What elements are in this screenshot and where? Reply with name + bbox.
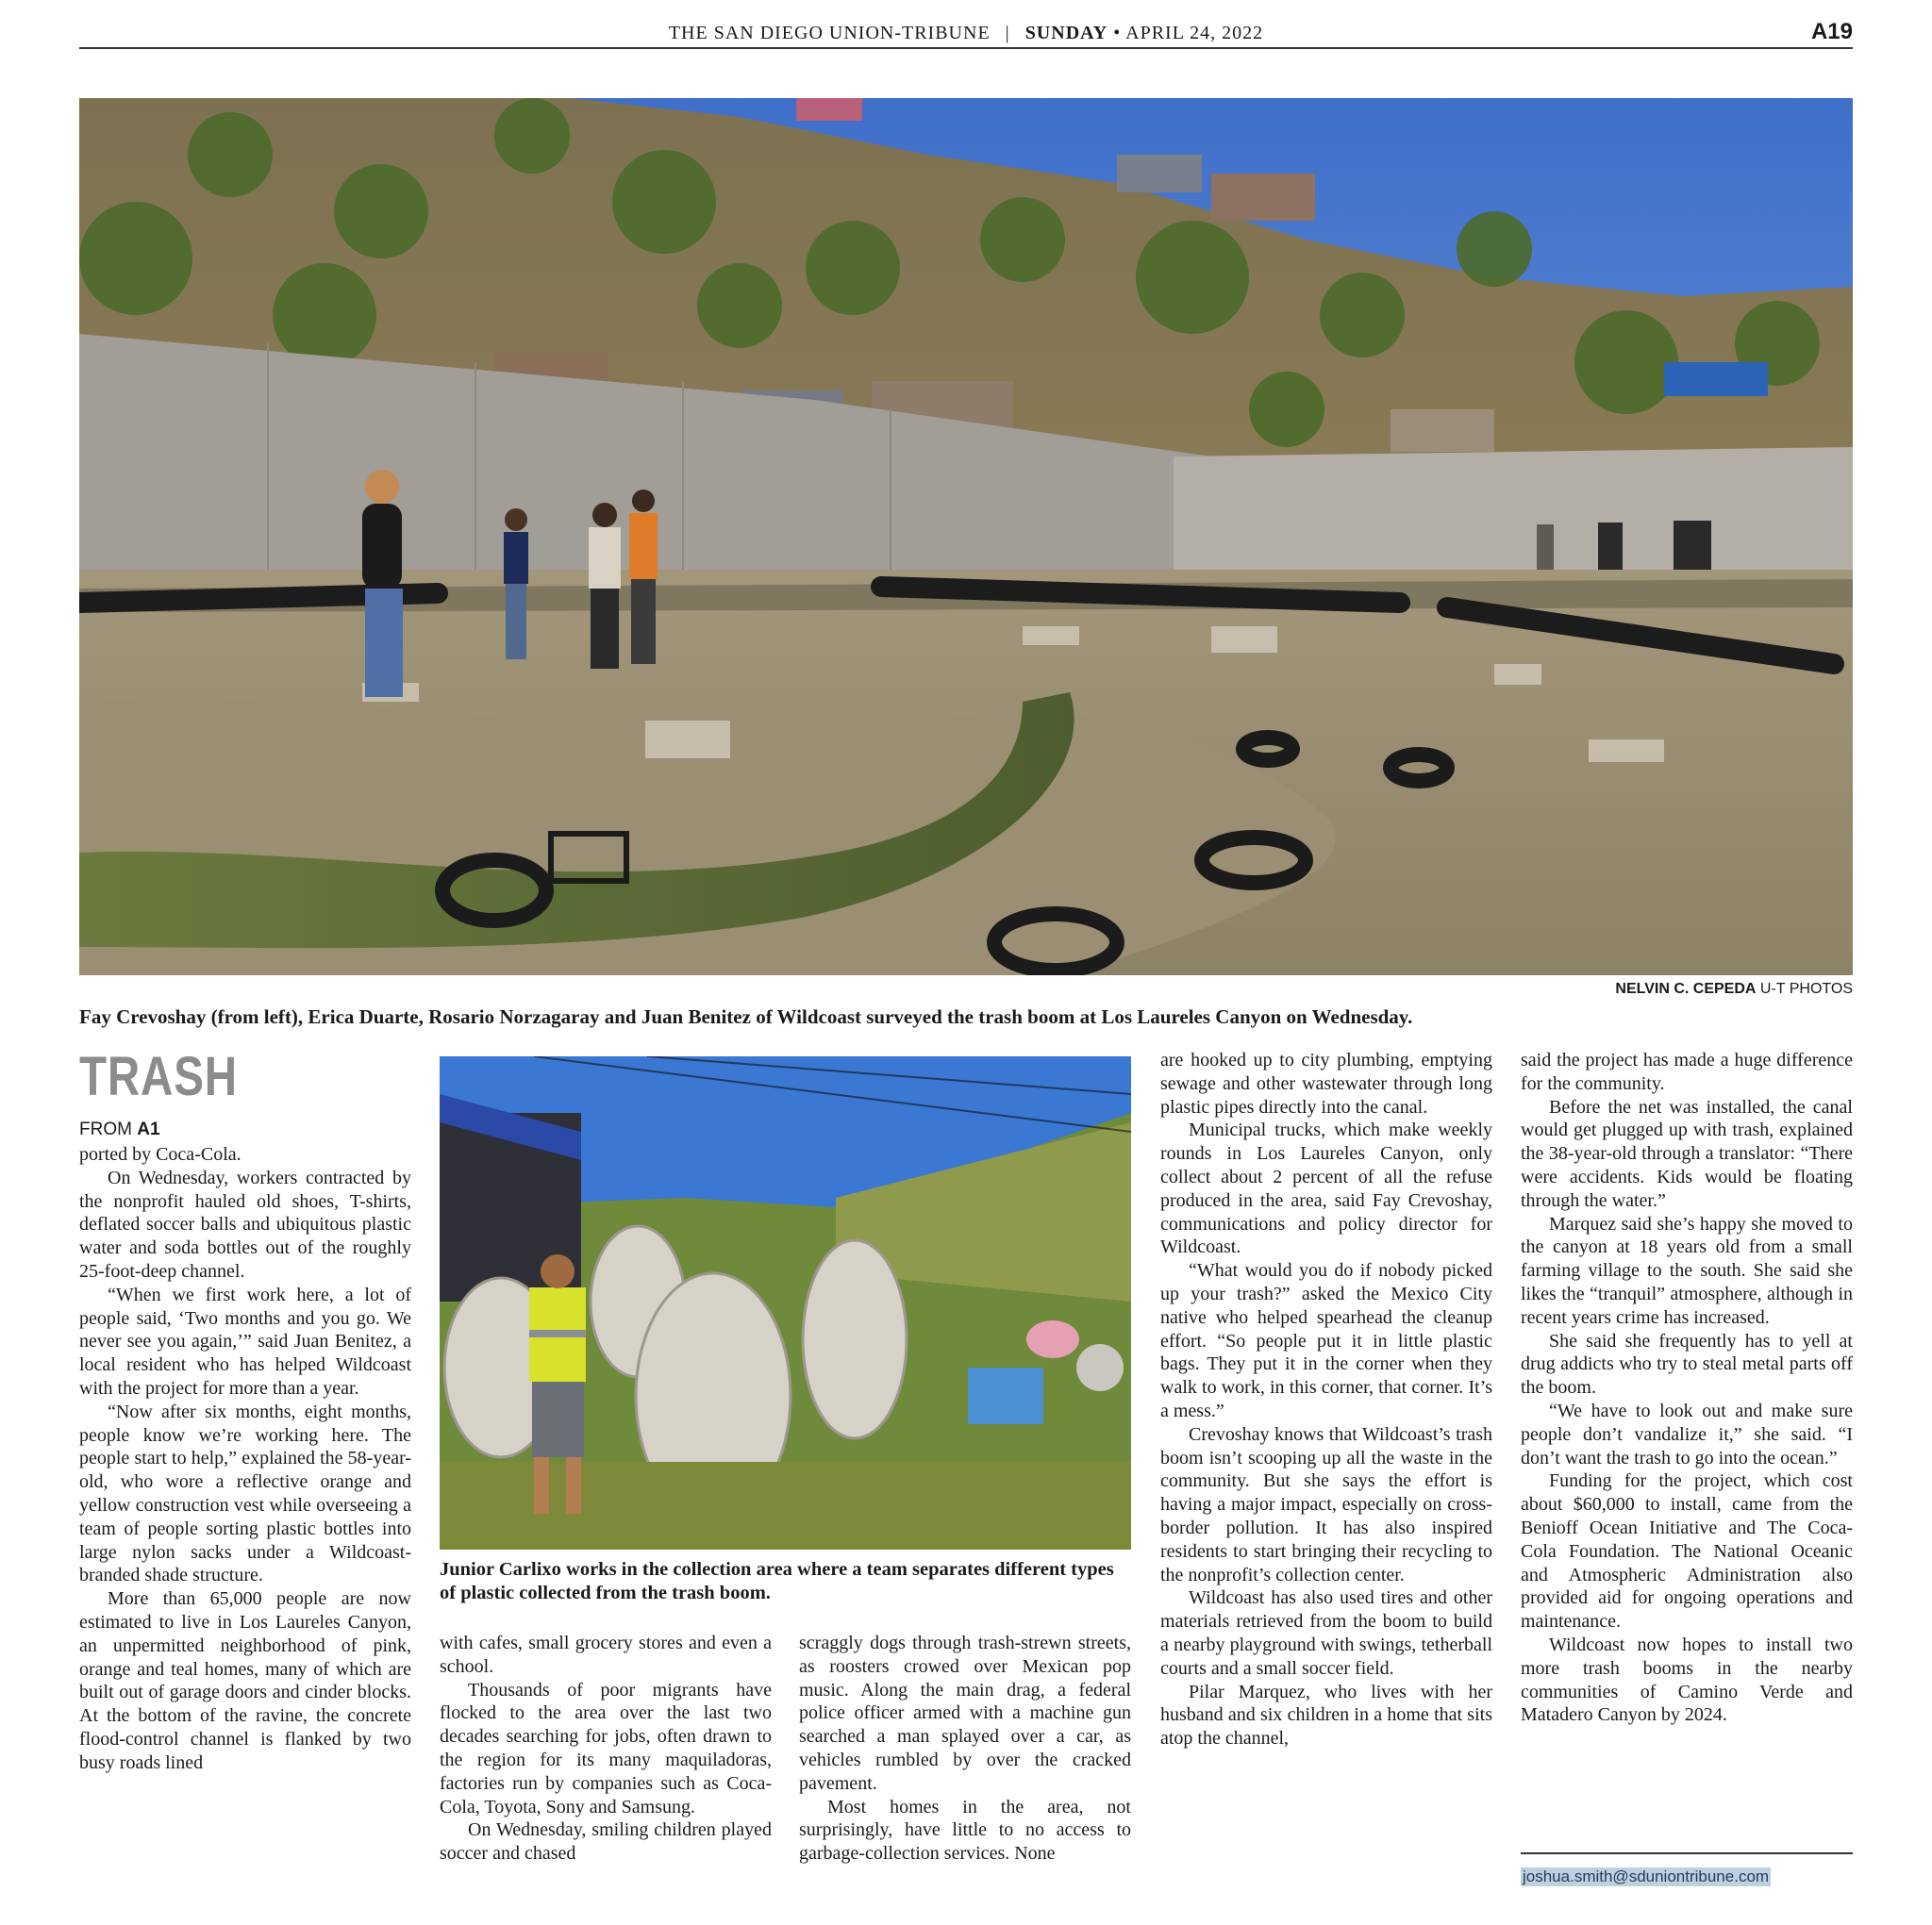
photo-agency: U-T PHOTOS — [1759, 981, 1853, 997]
hero-caption: Fay Crevoshay (from left), Erica Duarte, Rosario Norzagaray and Juan Benitez of Wildcoast surveyed the trash boom at Los Laureles Canyon on Wednesday. — [79, 1005, 1413, 1028]
paper-name: THE SAN DIEGO UNION-TRIBUNE — [668, 23, 991, 43]
signoff-rule — [1521, 1852, 1853, 1854]
hero-photo — [79, 98, 1853, 975]
masthead-date: APRIL 24, 2022 — [1125, 23, 1264, 43]
paragraph: with cafes, small grocery stores and even a school. — [440, 1633, 772, 1677]
article-column-3 — [799, 1632, 1131, 1866]
paragraph: Wildcoast has also used tires and other materials retrieved from the boom to build a nearby playground with swings, tetherball courts and a small soccer field. — [1160, 1587, 1492, 1679]
paragraph: Marquez said she’s happy she moved to the canyon at 18 years old from a small farming village to the south. She said she likes the “tranquil” atmosphere, although in recent years crime has increased. — [1521, 1213, 1853, 1328]
page-number: A19 — [1810, 19, 1853, 44]
from-page: A1 — [137, 1120, 160, 1139]
author-email-link[interactable]: joshua.smith@sduniontribune.com — [1523, 1867, 1770, 1885]
inset-caption: Junior Carlixo works in the collection area where a team separates different types of plastic collected from the trash boom. — [440, 1559, 1114, 1603]
paragraph: Municipal trucks, which make weekly rounds in Los Laureles Canyon, only collect about 2 percent of all the refuse produced in the area, said Fay Crevoshay, communications and policy director for Wildcoast. — [1160, 1120, 1492, 1258]
masthead-bullet: • — [1113, 23, 1122, 43]
paragraph: Pilar Marquez, who lives with her husband and six children in a home that sits atop the channel, — [1160, 1681, 1492, 1750]
masthead-day: SUNDAY — [1024, 23, 1108, 43]
jump-from-line — [79, 1120, 160, 1140]
article-column-4 — [1160, 1049, 1492, 1751]
masthead — [79, 19, 1853, 49]
masthead-line — [79, 23, 1853, 44]
paragraph: Most homes in the area, not surprisingly, have little to no access to garbage-collection services. None — [799, 1796, 1131, 1865]
paragraph: “We have to look out and make sure people don’t vandalize it,” she said. “I don’t want the trash to go into the ocean.” — [1521, 1400, 1853, 1469]
paragraph: On Wednesday, smiling children played soccer and chased — [440, 1819, 772, 1865]
inset-photo — [440, 1056, 1131, 1550]
paragraph: “When we first work here, a lot of people said, ‘Two months and you go. We never see you again,’” said Juan Benitez, a local resident who has helped Wildcoast with the project for more than a year. — [79, 1284, 411, 1399]
paragraph: Before the net was installed, the canal would get plugged up with trash, explained the 38-year-old through a translator: “There were accidents. Kids would be floating through the water.” — [1521, 1096, 1853, 1211]
paragraph: She said she frequently has to yell at drug addicts who try to steal metal parts off the boom. — [1521, 1330, 1853, 1399]
article-column-2 — [440, 1632, 772, 1866]
paragraph: are hooked up to city plumbing, emptying sewage and other wastewater through long plastic pipes directly into the canal. — [1160, 1050, 1492, 1118]
article-column-5 — [1521, 1049, 1853, 1727]
paragraph: “What would you do if nobody picked up your trash?” asked the Mexico City native who helped spearhead the cleanup effort. “So people put it in little plastic bags. They put it in the corner when they walk to work, in this corner, that corner. It’s a mess.” — [1160, 1260, 1492, 1421]
photo-credit — [1615, 981, 1853, 998]
paragraph: Wildcoast now hopes to install two more trash booms in the nearby communities of Camino Verde and Matadero Canyon by 2024. — [1521, 1634, 1853, 1726]
paragraph: scraggly dogs through trash-strewn streets, as roosters crowed over Mexican pop music. Along the main drag, a federal police officer armed with a machine gun searched a man splayed over a car, as vehicles rumbled by over the cracked pavement. — [799, 1633, 1131, 1794]
paragraph: Funding for the project, which cost about $60,000 to install, came from the Benioff Ocean Initiative and The Coca-Cola Foundation. The National Oceanic and Atmospheric Administration also provided aid for ongoing operations and maintenance. — [1521, 1470, 1853, 1633]
photographer-name: NELVIN C. CEPEDA — [1615, 981, 1757, 997]
paragraph: Crevoshay knows that Wildcoast’s trash boom isn’t scooping up all the waste in the community. But she says the effort is having a major impact, especially on cross-border pollution. It has also inspired residents to start bringing their recycling to the nonprofit’s collection center. — [1160, 1423, 1492, 1585]
paragraph: On Wednesday, workers contracted by the nonprofit hauled old shoes, T-shirts, deflated soccer balls and ubiquitous plastic water and soda bottles out of the roughly 25-foot-deep channel. — [79, 1167, 411, 1282]
collection-area-illustration — [440, 1056, 1131, 1550]
article-column-1 — [79, 1143, 411, 1775]
masthead-divider: | — [1005, 23, 1010, 43]
paragraph: Thousands of poor migrants have flocked to the area over the last two decades searching for jobs, often drawn to the region for its many maquiladoras, factories run by companies such as Coca-Cola, Toyota, Sony and Samsung. — [440, 1679, 772, 1817]
paragraph: More than 65,000 people are now estimated to live in Los Laureles Canyon, an unpermitted neighborhood of pink, orange and teal homes, many of which are built out of garage doors and cinder blocks. At the bottom of the ravine, the concrete flood-control channel is flanked by two busy roads lined — [79, 1588, 411, 1773]
from-label: FROM — [79, 1120, 132, 1139]
canyon-photo-illustration — [79, 98, 1853, 975]
paragraph: “Now after six months, eight months, people know we’re working here. The people start to help,” explained the 58-year-old, who wore a reflective orange and yellow construction vest while overseeing a team of people sorting plastic bottles into large nylon sacks under a Wildcoast-branded shade structure. — [79, 1401, 411, 1586]
paragraph: said the project has made a huge difference for the community. — [1521, 1050, 1853, 1094]
jump-headline: TRASH — [79, 1046, 238, 1107]
paragraph: ported by Coca-Cola. — [79, 1144, 242, 1165]
